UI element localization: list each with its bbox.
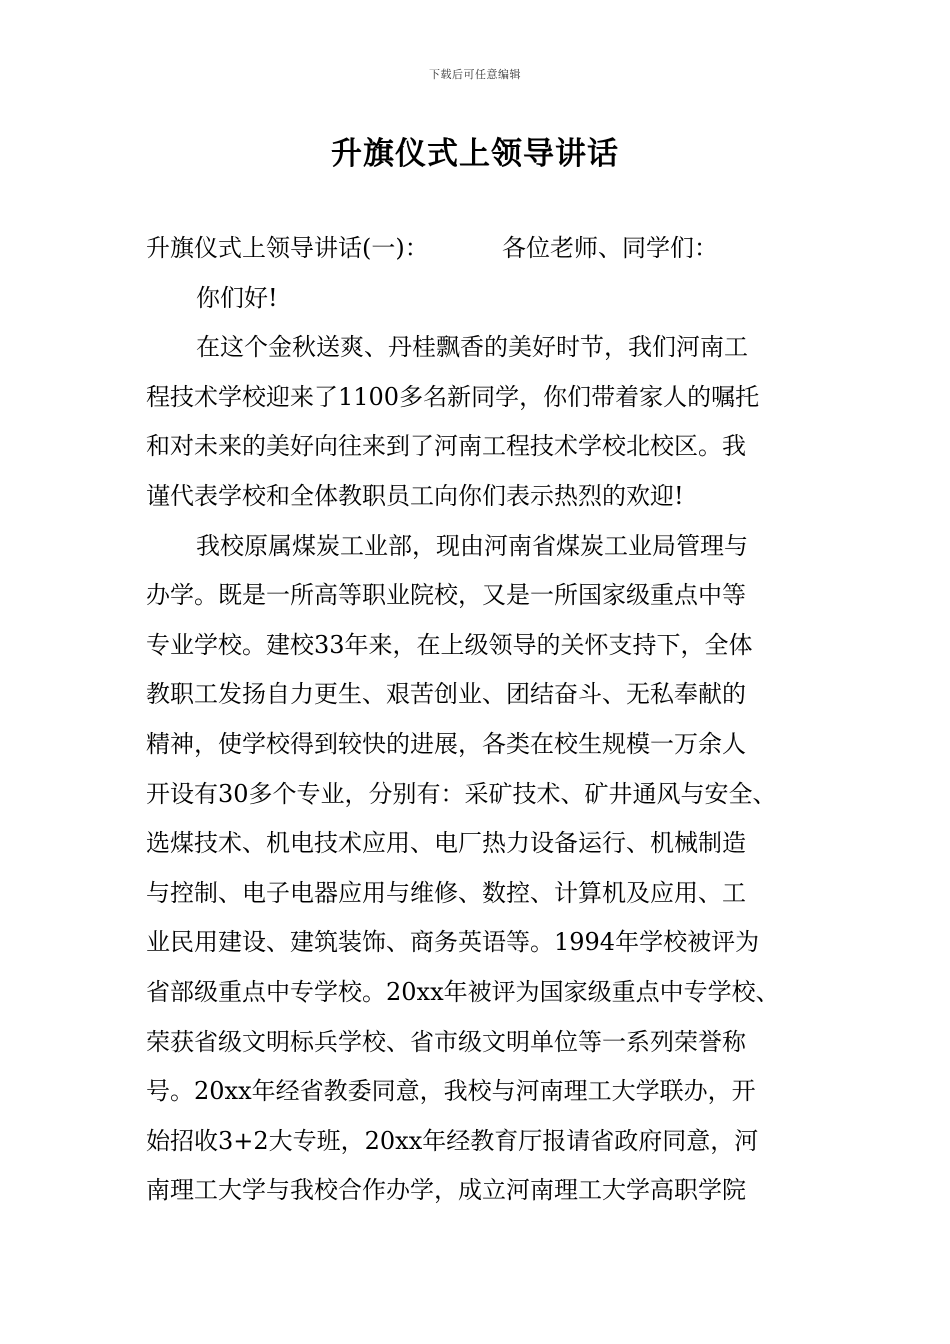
paragraph-1: [146, 323, 810, 521]
document-title: 升旗仪式上领导讲话: [331, 136, 619, 172]
paragraph-line: 始招收3+2大专班，20xx年经教育厅报请省政府同意，河: [146, 1126, 759, 1155]
paragraph-line: 省部级重点中专学校。20xx年被评为国家级重点中专学校、: [146, 977, 780, 1006]
document-body: [146, 224, 810, 1216]
paragraph-line: 南理工大学与我校合作办学，成立河南理工大学高职学院: [146, 1176, 746, 1205]
paragraph-line: 开设有30多个专业，分别有：采矿技术、矿井通风与安全、: [146, 779, 777, 808]
paragraph-line: 和对未来的美好向往来到了河南工程技术学校北校区。我: [146, 432, 746, 461]
paragraph-line: 专业学校。建校33年来，在上级领导的关怀支持下，全体: [146, 630, 753, 659]
paragraph-line: 号。20xx年经省教委同意，我校与河南理工大学联办，开: [146, 1077, 756, 1106]
paragraph-line: 我校原属煤炭工业部，现由河南省煤炭工业局管理与: [196, 531, 748, 560]
paragraph-line: 谨代表学校和全体教职员工向你们表示热烈的欢迎!: [146, 481, 684, 510]
paragraph-2: [146, 522, 810, 1216]
paragraph-line: 荣获省级文明标兵学校、省市级文明单位等一系列荣誉称: [146, 1027, 746, 1056]
section-heading: 升旗仪式上领导讲话(一)：: [146, 234, 429, 262]
paragraph-line: 在这个金秋送爽、丹桂飘香的美好时节，我们河南工: [196, 333, 748, 362]
paragraph-line: 精神，使学校得到较快的进展，各类在校生规模一万余人: [146, 729, 746, 758]
paragraph-line: 程技术学校迎来了1100多名新同学，你们带着家人的嘱托: [146, 382, 760, 411]
header-note: 下载后可任意编辑: [429, 68, 521, 81]
paragraph-line: 与控制、电子电器应用与维修、数控、计算机及应用、工: [146, 878, 746, 907]
salutation: 各位老师、同学们：: [502, 234, 718, 262]
greeting: 你们好!: [196, 283, 278, 312]
paragraph-line: 业民用建设、建筑装饰、商务英语等。1994年学校被评为: [146, 928, 760, 957]
heading-line: [146, 224, 810, 274]
paragraph-line: 办学。既是一所高等职业院校，又是一所国家级重点中等: [146, 581, 746, 610]
paragraph-line: 选煤技术、机电技术应用、电厂热力设备运行、机械制造: [146, 829, 746, 858]
paragraph-line: 教职工发扬自力更生、艰苦创业、团结奋斗、无私奉献的: [146, 680, 746, 709]
